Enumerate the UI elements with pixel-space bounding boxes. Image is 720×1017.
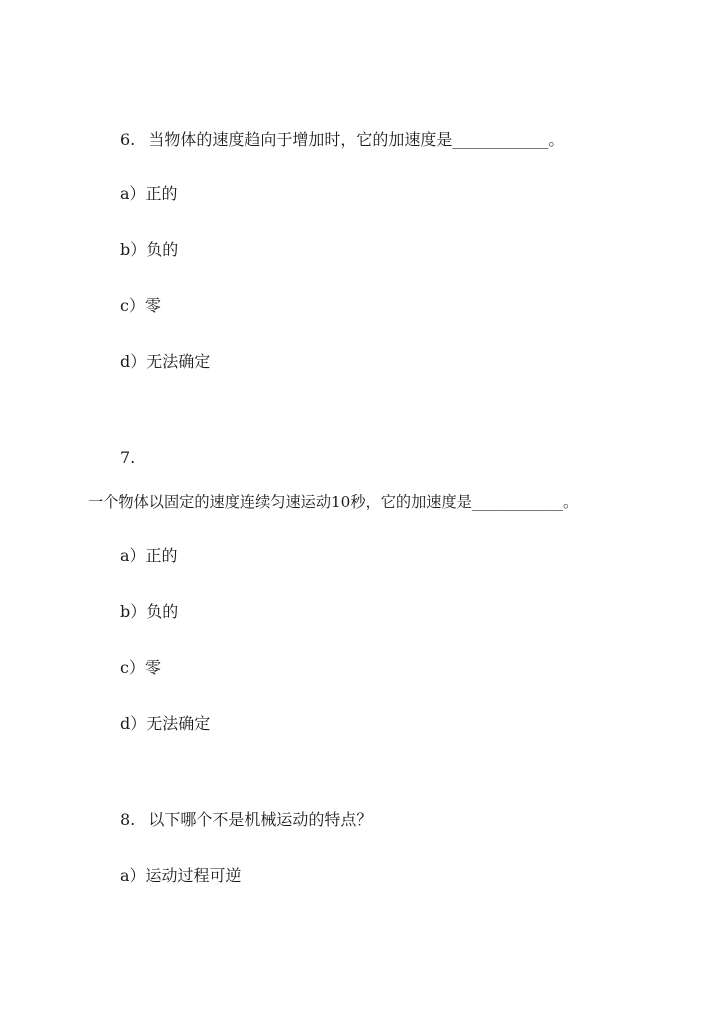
question-8-option-a: a）运动过程可逆 bbox=[120, 866, 242, 885]
question-6-option-d: d）无法确定 bbox=[120, 352, 211, 371]
question-6-text: 当物体的速度趋向于增加时，它的加速度是____________。 bbox=[148, 130, 565, 149]
question-7-option-a: a）正的 bbox=[120, 546, 178, 565]
question-8-stem bbox=[120, 810, 372, 830]
question-8-text: 以下哪个不是机械运动的特点？ bbox=[148, 810, 373, 829]
question-6-stem bbox=[120, 130, 564, 150]
question-7-option-b: b）负的 bbox=[120, 602, 179, 621]
question-7-number: 7. bbox=[120, 448, 136, 467]
question-7-text: 一个物体以固定的速度连续匀速运动10秒，它的加速度是____________。 bbox=[88, 493, 579, 511]
question-6-option-b: b）负的 bbox=[120, 240, 179, 259]
question-6-number: 6. bbox=[120, 130, 136, 149]
question-7-option-c: c）零 bbox=[120, 658, 161, 677]
question-7-option-d: d）无法确定 bbox=[120, 714, 211, 733]
question-6-option-c: c）零 bbox=[120, 296, 161, 315]
question-6-option-a: a）正的 bbox=[120, 184, 178, 203]
question-8-number: 8. bbox=[120, 810, 136, 829]
